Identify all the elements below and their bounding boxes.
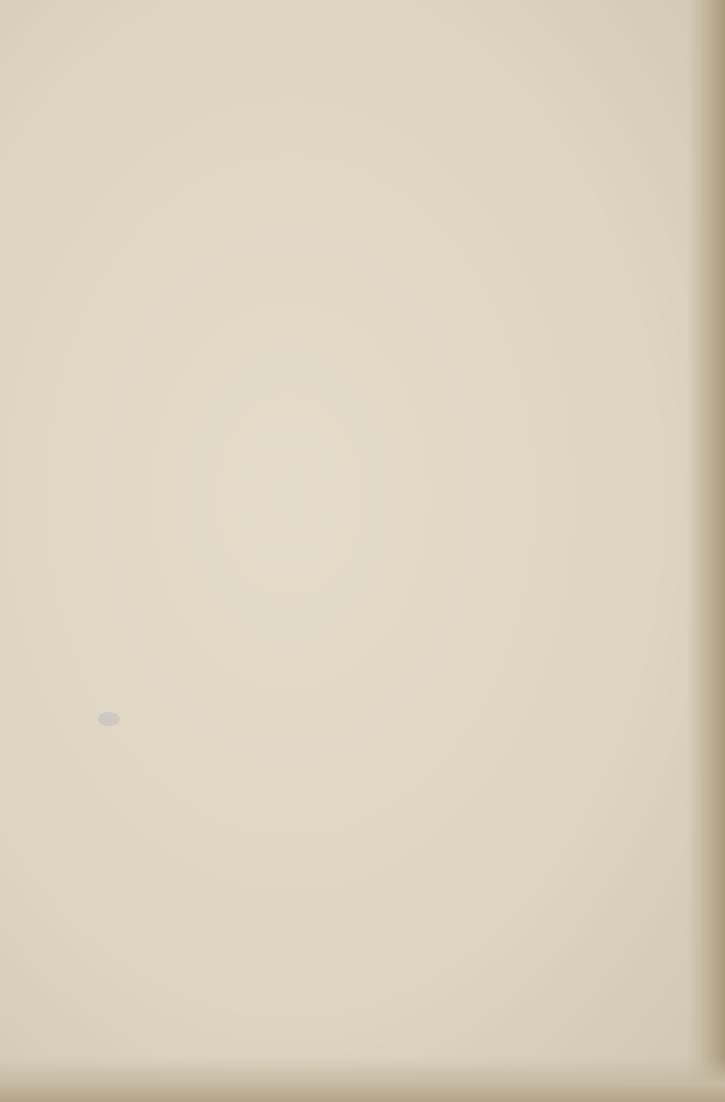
running-head [145, 112, 643, 130]
body-text [144, 142, 643, 180]
page-edge-shadow-bottom [0, 1057, 725, 1102]
ink-stain [98, 712, 120, 726]
page-edge-shadow-right [687, 0, 725, 1102]
